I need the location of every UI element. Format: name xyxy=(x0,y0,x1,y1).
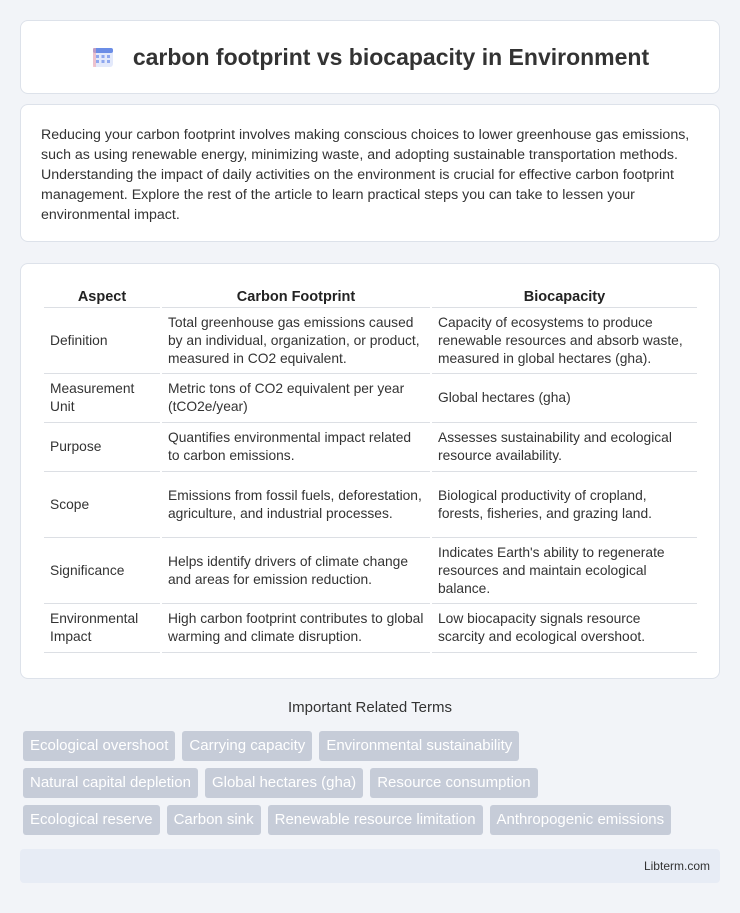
table-row xyxy=(44,374,697,423)
table-cell-carbon-footprint: High carbon footprint contributes to global warming and climate disruption. xyxy=(162,604,430,653)
table-cell-carbon-footprint: Metric tons of CO2 equivalent per year (tCO2e/year) xyxy=(162,374,430,423)
table-row xyxy=(44,308,697,374)
table-cell-aspect: Measurement Unit xyxy=(44,374,160,423)
related-term-tag[interactable]: Renewable resource limitation xyxy=(268,805,483,835)
related-term-tag[interactable]: Environmental sustainability xyxy=(319,731,519,761)
table-cell-aspect: Environmental Impact xyxy=(44,604,160,653)
tag-row xyxy=(23,731,723,761)
tag-row xyxy=(23,768,723,798)
intro-card xyxy=(20,104,720,242)
related-term-tag[interactable]: Carrying capacity xyxy=(182,731,312,761)
tag-row xyxy=(23,805,723,835)
related-term-tag[interactable]: Resource consumption xyxy=(370,768,537,798)
table-cell-biocapacity: Capacity of ecosystems to produce renewable resources and absorb waste, measured in global hectares (gha). xyxy=(432,308,697,374)
table-cell-biocapacity: Biological productivity of cropland, forests, fisheries, and grazing land. xyxy=(432,472,697,538)
column-header: Carbon Footprint xyxy=(162,285,430,308)
table-row xyxy=(44,604,697,653)
page-title: carbon footprint vs biocapacity in Environment xyxy=(132,43,650,70)
related-terms-heading: Important Related Terms xyxy=(288,699,452,716)
table-header-row xyxy=(44,285,697,308)
related-term-tag[interactable]: Global hectares (gha) xyxy=(205,768,363,798)
table-cell-carbon-footprint: Emissions from fossil fuels, deforestation, agriculture, and industrial processes. xyxy=(162,472,430,538)
table-row xyxy=(44,423,697,472)
comparison-table xyxy=(42,285,699,653)
table-cell-aspect: Definition xyxy=(44,308,160,374)
footer xyxy=(20,849,720,883)
table-cell-biocapacity: Assesses sustainability and ecological resource availability. xyxy=(432,423,697,472)
table-cell-carbon-footprint: Helps identify drivers of climate change and areas for emission reduction. xyxy=(162,538,430,604)
table-cell-aspect: Purpose xyxy=(44,423,160,472)
table-cell-biocapacity: Global hectares (gha) xyxy=(432,374,697,423)
table-row xyxy=(44,472,697,538)
table-cell-aspect: Scope xyxy=(44,472,160,538)
related-term-tag[interactable]: Natural capital depletion xyxy=(23,768,198,798)
footer-site-link[interactable]: Libterm.com xyxy=(643,859,710,873)
intro-paragraph: Reducing your carbon footprint involves making conscious choices to lower greenhouse gas emissions, such as using renewable energy, minimizing waste, and adopting sustainable transportation methods. Understanding the impact of daily activities on the environment is crucial for effective carbon footprint management. Explore the rest of the article to learn practical steps you can take to lessen your environmental impact. xyxy=(41,127,690,223)
header-card xyxy=(20,20,720,94)
related-term-tag[interactable]: Anthropogenic emissions xyxy=(490,805,672,835)
table-cell-carbon-footprint: Total greenhouse gas emissions caused by an individual, organization, or product, measured in CO2 equivalent. xyxy=(162,308,430,374)
comparison-table-card xyxy=(20,263,720,679)
table-cell-biocapacity: Indicates Earth's ability to regenerate resources and maintain ecological balance. xyxy=(432,538,697,604)
related-terms-list xyxy=(23,731,723,842)
related-term-tag[interactable]: Ecological overshoot xyxy=(23,731,175,761)
related-term-tag[interactable]: Ecological reserve xyxy=(23,805,160,835)
table-row xyxy=(44,538,697,604)
column-header: Biocapacity xyxy=(432,285,697,308)
column-header: Aspect xyxy=(44,285,160,308)
table-cell-biocapacity: Low biocapacity signals resource scarcity and ecological overshoot. xyxy=(432,604,697,653)
calendar-grid-icon xyxy=(91,45,115,69)
table-cell-carbon-footprint: Quantifies environmental impact related to carbon emissions. xyxy=(162,423,430,472)
table-cell-aspect: Significance xyxy=(44,538,160,604)
related-term-tag[interactable]: Carbon sink xyxy=(167,805,261,835)
